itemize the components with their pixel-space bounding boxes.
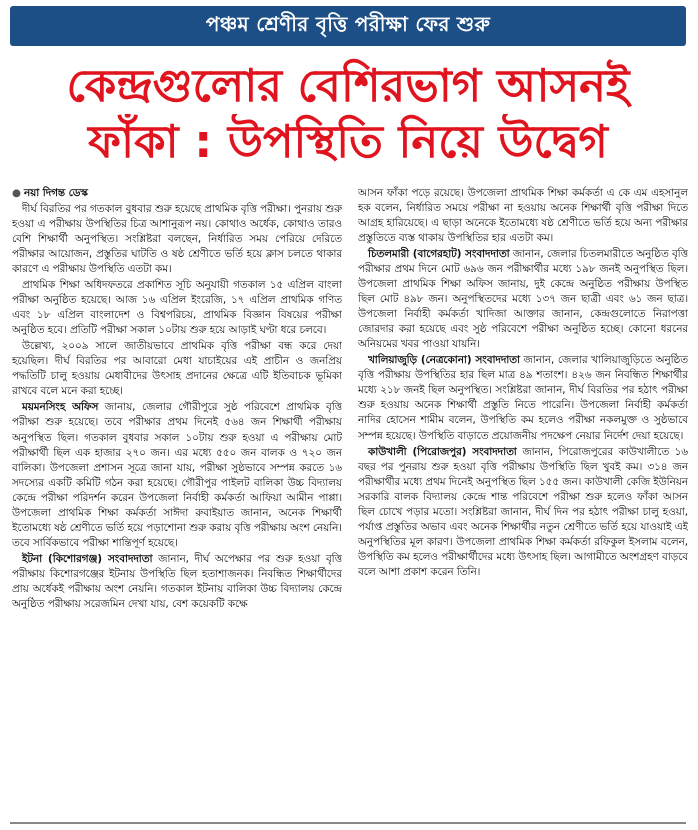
paragraph: উল্লেখ্য, ২০০৯ সালে জাতীয়ভাবে প্রাথমিক বৃত্তি পরীক্ষা বন্ধ করে দেয়া হয়েছিল। দীর্ঘ বিরতির পর আবারো মেধা যাচাইয়ের এই প্রাচীন ও জনপ্রিয় পদ্ধতিটি চালু হওয়ায় মেধাবীদের উৎসাহ প্রদানের ক্ষেত্রে এটি ইতিবাচক ভূমিকা রাখবে বলে মনে করা হচ্ছে। (12, 340, 342, 398)
paragraph (12, 552, 342, 612)
bullet-icon: ● (12, 187, 21, 199)
correspondent-lead: খালিয়াজুড়ি (নেত্রকোনা) সংবাদদাতা (368, 354, 520, 367)
bottom-divider (10, 822, 686, 824)
paragraph-text: জানান, জেলার চিতলমারীতে অনুষ্ঠিত বৃত্তি পরীক্ষার প্রথম দিনে মোট ৬৯৬ জন পরীক্ষার্থীর মধ্যে ১৯৮ জনই অনুপস্থিত ছিল। উপজেলা প্রাথমিক শিক্ষা অফিস জানায়, দুই কেন্দ্রে অনুষ্ঠিত পরীক্ষায় উপস্থিত ছিল মোট ৪৯৮ জন। অনুপস্থিতদের মধ্যে ১৩৭ জন ছাত্রী এবং ৬১ জন ছাত্র। উপজেলা নির্বাহী কর্মকর্তা খাদিজা আক্তার জানান, কেন্দ্রগুলোতে নিরাপত্তা জোরদার করা হয়েছে এবং সুষ্ঠ পরিবেশে পরীক্ষা অনুষ্ঠিত হচ্ছে। কোনো ধরনের অনিয়মের খবর পাওয়া যায়নি। (358, 248, 688, 351)
paragraph (358, 353, 688, 443)
paragraph-text: জানান, জেলার খালিয়াজুড়িতে অনুষ্ঠিত বৃত্তি পরীক্ষায় উপস্থিতির হার ছিল মাত্র ৪৯ শতাংশ। ৪২৬ জন নিবন্ধিত শিক্ষার্থীর মধ্যে ২১৮ জনই ছিল অনুপস্থিত। সংশ্লিষ্টরা জানান, দীর্ঘ বিরতির পর হঠাৎ পরীক্ষা শুরু হওয়ায় অনেক শিক্ষার্থী প্রস্তুতি নিতে পারেনি। উপজেলা নির্বাহী কর্মকর্তা নাদির হোসেন শামীম বলেন, উপস্থিতি কম হলেও পরীক্ষা নকলমুক্ত ও সুষ্ঠভাবে সম্পন্ন হয়েছে। উপস্থিতি বাড়াতে প্রয়োজনীয় পদক্ষেপ নেয়ার নির্দেশ দেয়া হয়েছে। (358, 354, 688, 442)
correspondent-lead: ইটনা (কিশোরগঞ্জ) সংবাদদাতা (22, 552, 153, 565)
headline-line-1: কেন্দ্রগুলোর বেশিরভাগ আসনই (66, 59, 630, 112)
paragraph (358, 445, 688, 580)
headline-line-2: ফাঁকা : উপস্থিতি নিয়ে উদ্বেগ (88, 115, 608, 168)
paragraph: দীর্ঘ বিরতির পর গতকাল বুধবার শুরু হয়েছে প্রাথমিক বৃত্তি পরীক্ষা। পুনরায় শুরু হওয়া এ পরীক্ষায় উপস্থিতির চিত্র আশানুরূপ নয়। কোথাও অর্ধেক, কোথাও তারও বেশি শিক্ষার্থী অনুপস্থিত। সংশ্লিষ্টরা বলছেন, নির্ধারিত সময় পেরিয়ে দেরিতে পরীক্ষার আয়োজন, প্রস্তুতির ঘাটতি ও ষষ্ঠ শ্রেণীতে ভর্তি হয়ে ক্লাস চলতে থাকার কারণে এ পরীক্ষায় উপস্থিতি এতটা কম। (12, 203, 342, 276)
paragraph-text: জানান, দীর্ঘ অপেক্ষার পর শুরু হওয়া বৃত্তি পরীক্ষায় কিশোরগঞ্জের ইটনায় উপস্থিতি ছিল হতাশাজনক। নিবন্ধিত শিক্ষার্থীদের প্রায় অর্ধেকই পরীক্ষায় অংশ নেয়নি। গতকাল ইটনায় বালিকা উচ্চ বিদ্যালয় কেন্দ্রে অনুষ্ঠিত পরীক্ষায় সরেজমিন দেখা যায়, বেশ কয়েকটি কক্ষে (12, 552, 342, 610)
article-body (12, 186, 688, 818)
paragraph (12, 400, 342, 550)
byline-text: নয়া দিগন্ত ডেস্ক (24, 187, 88, 199)
headline (10, 58, 686, 170)
correspondent-lead: চিতলমারী (বাগেরহাট) সংবাদদাতা (368, 248, 510, 261)
kicker-banner: পঞ্চম শ্রেণীর বৃত্তি পরীক্ষা ফের শুরু (10, 6, 686, 46)
column-right (358, 186, 688, 818)
paragraph (358, 247, 688, 352)
correspondent-lead: কাউখালী (পিরোজপুর) সংবাদদাতা (368, 445, 517, 458)
paragraph-text: জানায়, জেলার গৌরীপুরে সুষ্ঠ পরিবেশে প্রাথমিক বৃত্তি পরীক্ষা শুরু হয়েছে। তবে পরীক্ষার প্রথম দিনেই ৫৬৪ জন শিক্ষার্থী পরীক্ষায় অনুপস্থিত ছিল। গতকাল বুধবার সকাল ১০টায় শুরু হওয়া এ পরীক্ষায় মোট পরীক্ষার্থী ছিল এক হাজার ২৭০ জন। এর মধ্যে ৫৫০ জন বালক ও ৭২০ জন বালিকা। উপজেলা প্রশাসন সূত্রে জানা যায়, পরীক্ষা সুষ্ঠভাবে সম্পন্ন করতে ১৬ সদস্যের একটি কমিটি গঠন করা হয়েছে। গৌরীপুর পাইলট বালিকা উচ্চ বিদ্যালয় কেন্দ্রে পরীক্ষা পরিদর্শন করেন উপজেলা নির্বাহী কর্মকর্তা আফিয়া আমীন পাপ্পা। উপজেলা প্রাথমিক শিক্ষা কর্মকর্তা সাঈদা রুবাইয়াত জানান, অনেক শিক্ষার্থী ইতোমধ্যে ষষ্ঠ শ্রেণীতে ভর্তি হয়ে পড়াশোনা শুরু করায় বৃত্তি পরীক্ষায় অংশ নেয়নি। তবে সার্বিকভাবে পরীক্ষা শান্তিপূর্ণ হয়েছে। (12, 401, 342, 549)
correspondent-lead: ময়মনসিংহ অফিস (22, 401, 99, 414)
paragraph: আসন ফাঁকা পড়ে রয়েছে। উপজেলা প্রাথমিক শিক্ষা কর্মকর্তা এ কে এম এহসানুল হক বলেন, নির্ধারিত সময়ে পরীক্ষা না হওয়ায় অনেক শিক্ষার্থী বৃত্তি পরীক্ষা দিতে আগ্রহ হারিয়েছে। এ ছাড়া অনেকে ইতোমধ্যে ষষ্ঠ শ্রেণীতে ভর্তি হয়ে অন্য পরীক্ষার প্রস্তুতিতে ব্যস্ত থাকায় উপস্থিতির হার এতটা কম। (358, 187, 688, 245)
column-left (12, 186, 342, 818)
byline (12, 186, 342, 201)
paragraph-text: জানান, পিরোজপুরের কাউখালীতে ১৬ বছর পর পুনরায় শুরু হওয়া বৃত্তি পরীক্ষায় উপস্থিতি ছিল খুবই কম। ৩১৪ জন পরীক্ষার্থীর মধ্যে প্রথম দিনেই অনুপস্থিত ছিল ১৫৫ জন। কাউখালী কেজি ইউনিয়ন সরকারি বালক বিদ্যালয় কেন্দ্রে শান্ত পরিবেশে পরীক্ষা শুরু হলেও ফাঁকা আসন ছিল চোখে পড়ার মতো। সংশ্লিষ্টরা জানান, দীর্ঘ দিন পর হঠাৎ পরীক্ষা চালু হওয়া, পর্যাপ্ত প্রস্তুতির অভাব এবং অনেক শিক্ষার্থীর নতুন শ্রেণীতে ভর্তি হয়ে যাওয়াই এই অনুপস্থিতির মূল কারণ। উপজেলা প্রাথমিক শিক্ষা কর্মকর্তা রফিকুল ইসলাম বলেন, উপস্থিতি কম হলেও পরীক্ষার্থীদের মধ্যে উৎসাহ ছিল। আগামীতে অংশগ্রহণ বাড়বে বলে আশা প্রকাশ করেন তিনি। (358, 445, 688, 578)
paragraph: প্রাথমিক শিক্ষা অধিদফতরে প্রকাশিত সূচি অনুযায়ী গতকাল ১৫ এপ্রিল বাংলা পরীক্ষা অনুষ্ঠিত হয়েছে। আজ ১৬ এপ্রিল ইংরেজি, ১৭ এপ্রিল প্রাথমিক গণিত এবং ১৮ এপ্রিল বাংলাদেশ ও বিশ্বপরিচয়, প্রাথমিক বিজ্ঞান বিষয়ের পরীক্ষা অনুষ্ঠিত হবে। প্রতিটি পরীক্ষা সকাল ১০টায় শুরু হয়ে আড়াই ঘণ্টা ধরে চলবে। (12, 279, 342, 337)
